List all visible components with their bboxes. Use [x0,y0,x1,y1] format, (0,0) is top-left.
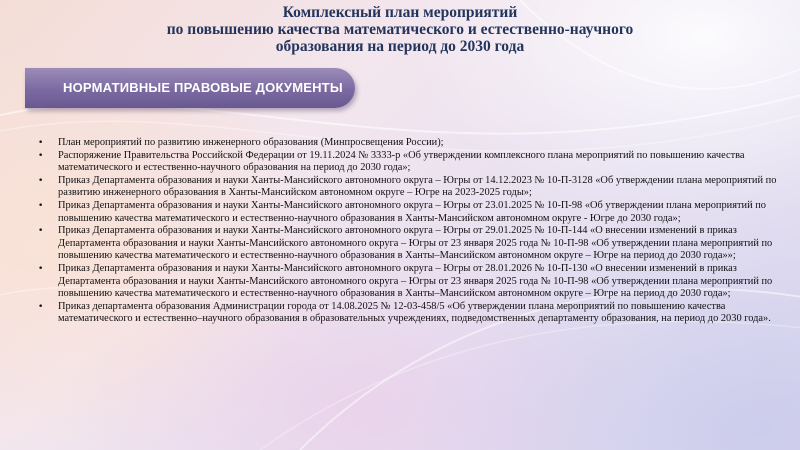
title-line-3: образования на период до 2030 года [275,38,525,55]
bullet-icon: • [38,263,44,274]
documents-list [38,137,778,326]
list-item [38,150,778,175]
section-banner [25,68,355,108]
list-item [38,263,778,301]
bullet-icon: • [38,138,44,148]
document-text: Приказ Департамента образования и науки Ханты-Мансийского автономного округа – Югры от 28.01.2026 № 10-П-130 «О внесении изменений в приказ Департамента образования и науки Ханты-Мансийского автономного округа – Югры от 23 января 2025 года № 10-П-98 «Об утверждении плана мероприятий по повышению качества математического и естественно-научного образования в Ханты–Мансийском автономном округе – Югре на период до 2030 года»; [58,262,773,300]
bullet-icon: • [38,301,44,312]
document-text: Распоряжение Правительства Российской Федерации от 19.11.2024 № 3333-р «Об утверждении комплексного плана мероприятий по повышению качества математического и естественно-научного образования на период до 2030 года»; [58,149,745,174]
document-text: Приказ Департамента образования и науки Ханты-Мансийского автономного округа – Югры от 29.01.2025 № 10-П-144 «О внесении изменений в приказ Департамента образования и науки Ханты-Мансийского автономного округа – Югры от 23 января 2025 года № 10-П-98 «Об утверждении плана мероприятий по повышению качества математического и естественно-научного образования в Ханты–Мансийском автономном округе – Югре на период до 2030 года»»; [58,225,773,262]
bullet-icon: • [38,150,44,161]
document-text: Приказ Департамента образования и науки Ханты-Мансийского автономного округа – Югры от 23.01.2025 № 10-П-98 «Об утверждении плана мероприятий по повышению качества математического и естественно-научного образования в Ханты-Мансийском автономном округе - Югре до 2030 года»; [58,199,766,224]
document-text: План мероприятий по развитию инженерного образования (Минпросвещения России); [58,137,444,148]
bullet-icon: • [38,226,44,237]
document-text: Приказ департамента образования Администрации города от 14.08.2025 № 12-03-458/5 «Об утверждении плана мероприятий по повышению качества математического и естественно–научного образования в образовательных учреждениях, подведомственных департаменту образования, на период до 2030 года». [58,300,771,325]
list-item [38,301,778,326]
document-text: Приказ Департамента образования и науки Ханты-Мансийского автономного округа – Югры от 14.12.2023 № 10-П-3128 «Об утверждении плана мероприятий по развитию инженерного образования в Ханты-Мансийском автономном округе – Югре на 2023-2025 годы»; [58,174,777,199]
bullet-icon: • [38,175,44,186]
list-item [38,137,778,150]
bullet-icon: • [38,200,44,211]
page-title [100,4,700,55]
title-line-1: Комплексный план мероприятий [282,4,518,21]
list-item [38,200,778,225]
list-item [38,175,778,200]
title-line-2: по повышению качества математического и естественно-научного [166,21,634,38]
section-banner-label: НОРМАТИВНЫЕ ПРАВОВЫЕ ДОКУМЕНТЫ [63,80,343,95]
list-item [38,225,778,263]
